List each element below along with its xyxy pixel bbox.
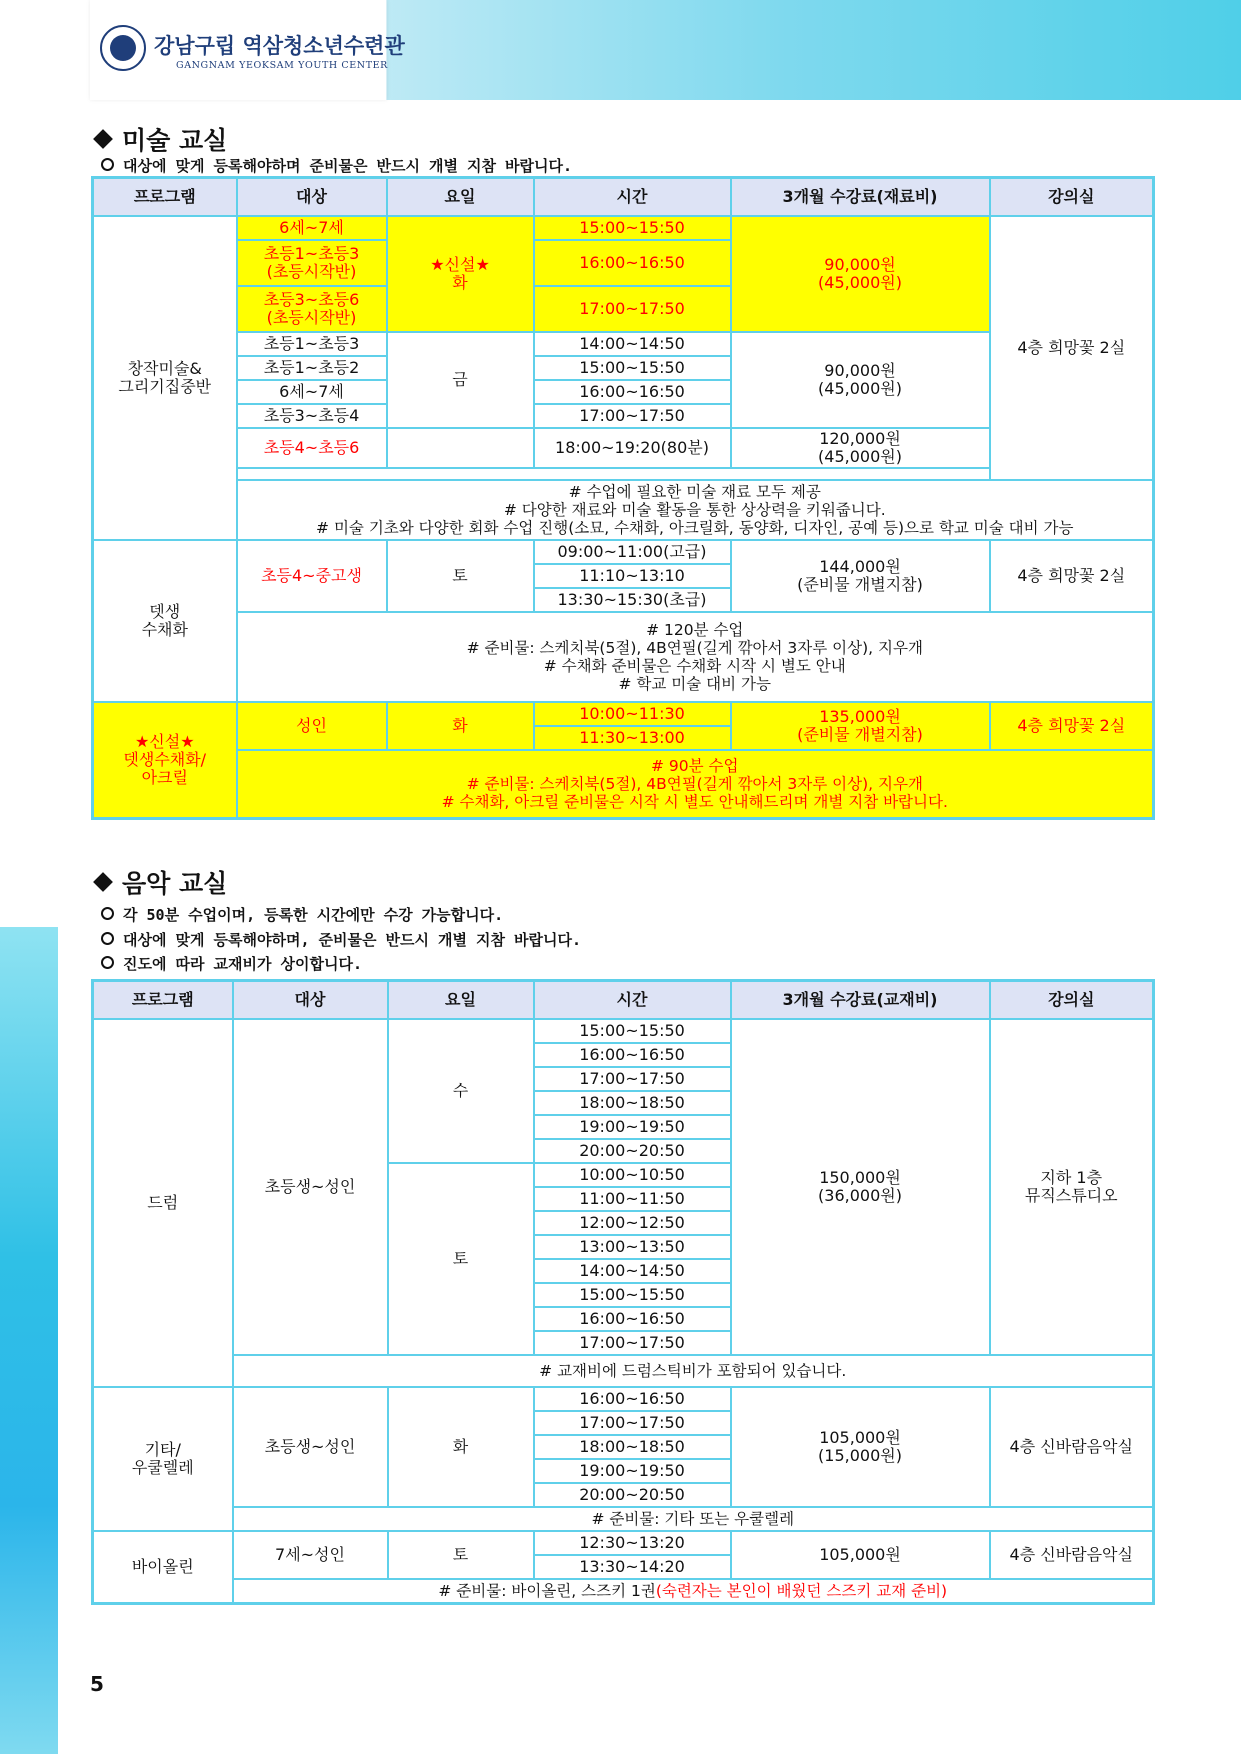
- program-name: 드럼: [93, 1019, 233, 1387]
- program-name: 뎃생 수채화: [93, 540, 237, 702]
- time-cell: 19:00~19:50: [534, 1115, 731, 1139]
- target-cell: 초등1~초등3 (초등시작반): [237, 240, 387, 286]
- music-table: [91, 979, 1155, 1605]
- time-cell: 17:00~17:50: [534, 286, 731, 332]
- circle-bullet-icon: [101, 158, 114, 171]
- target-cell: 6세~7세: [237, 216, 387, 240]
- target-cell: 초등4~초등6: [237, 428, 387, 468]
- time-cell: 19:00~19:50: [534, 1459, 731, 1483]
- music-note: 진도에 따라 교재비가 상이합니다.: [101, 953, 362, 974]
- col-header: 3개월 수강료(재료비): [731, 178, 990, 217]
- memo-cell: # 수업에 필요한 미술 재료 모두 제공 # 다양한 재료와 미술 활동을 통한 상상력을 키워줍니다. # 미술 기초와 다양한 회화 수업 진행(소묘, 수채화, 아크릴화, 동양화, 디자인, 공예 등)으로 학교 미술 대비 가능: [237, 480, 1154, 540]
- table-row: [93, 1531, 1154, 1555]
- memo-cell: # 준비물: 기타 또는 우쿨렐레: [233, 1507, 1154, 1531]
- fee-cell: 120,000원 (45,000원): [731, 428, 990, 468]
- org-name-en: GANGNAM YEOKSAM YOUTH CENTER: [176, 60, 388, 71]
- day-cell: [387, 428, 534, 468]
- day-cell: 토: [387, 540, 534, 612]
- time-cell: 16:00~16:50: [534, 380, 731, 404]
- time-cell: 18:00~18:50: [534, 1091, 731, 1115]
- page-number: 5: [90, 1672, 104, 1696]
- table-row: [93, 1019, 1154, 1043]
- time-cell: 12:30~13:20: [534, 1531, 731, 1555]
- table-row: [93, 1355, 1154, 1387]
- table-row: [93, 750, 1154, 818]
- memo-cell: # 90분 수업 # 준비물: 스케치북(5절), 4B연필(길게 깎아서 3자루 이상), 지우개 # 수채화, 아크릴 준비물은 시작 시 별도 안내해드리며 개별 지참 바랍니다.: [237, 750, 1154, 818]
- table-row: [93, 216, 1154, 240]
- fee-cell: 90,000원 (45,000원): [731, 216, 990, 332]
- memo-cell: # 교재비에 드럼스틱비가 포함되어 있습니다.: [233, 1355, 1154, 1387]
- fee-cell: 144,000원 (준비물 개별지참): [731, 540, 990, 612]
- time-cell: 17:00~17:50: [534, 1067, 731, 1091]
- time-cell: 12:00~12:50: [534, 1211, 731, 1235]
- time-cell: 13:30~14:20: [534, 1555, 731, 1579]
- music-note: 각 50분 수업이며, 등록한 시간에만 수강 가능합니다.: [101, 904, 503, 925]
- col-header: 강의실: [990, 178, 1154, 217]
- time-cell: 20:00~20:50: [534, 1483, 731, 1507]
- time-cell: 13:00~13:50: [534, 1235, 731, 1259]
- music-section-title: 음악 교실: [96, 864, 227, 900]
- spacer-cell: [237, 468, 990, 480]
- time-cell: 15:00~15:50: [534, 216, 731, 240]
- memo-cell: # 120분 수업 # 준비물: 스케치북(5절), 4B연필(길게 깎아서 3자루 이상), 지우개 # 수채화 준비물은 수채화 시작 시 별도 안내 # 학교 미술 대비 가능: [237, 612, 1154, 702]
- table-row: [93, 1507, 1154, 1531]
- fee-cell: 135,000원 (준비물 개별지참): [731, 702, 990, 750]
- time-cell: 18:00~18:50: [534, 1435, 731, 1459]
- time-cell: 11:30~13:00: [534, 726, 731, 750]
- art-note: 대상에 맞게 등록해야하며 준비물은 반드시 개별 지참 바랍니다.: [101, 155, 572, 176]
- day-cell: 토: [388, 1163, 534, 1355]
- table-row: [93, 1579, 1154, 1603]
- day-cell: ★신설★ 화: [387, 216, 534, 332]
- art-section-title: 미술 교실: [96, 121, 227, 157]
- col-header: 대상: [237, 178, 387, 217]
- col-header: 요일: [388, 981, 534, 1020]
- col-header: 요일: [387, 178, 534, 217]
- target-cell: 초등1~초등3: [237, 332, 387, 356]
- time-cell: 13:30~15:30(초급): [534, 588, 731, 612]
- day-cell: 화: [387, 702, 534, 750]
- day-cell: 화: [388, 1387, 534, 1507]
- program-name: 기타/ 우쿨렐레: [93, 1387, 233, 1531]
- time-cell: 10:00~10:50: [534, 1163, 731, 1187]
- diamond-icon: [93, 872, 113, 892]
- time-cell: 11:00~11:50: [534, 1187, 731, 1211]
- table-row: [93, 1387, 1154, 1411]
- table-row: [93, 480, 1154, 540]
- room-cell: 지하 1층 뮤직스튜디오: [990, 1019, 1154, 1355]
- room-cell: 4층 희망꽃 2실: [990, 702, 1154, 750]
- room-cell: 4층 희망꽃 2실: [990, 216, 1154, 480]
- time-cell: 09:00~11:00(고급): [534, 540, 731, 564]
- time-cell: 20:00~20:50: [534, 1139, 731, 1163]
- art-table: [91, 176, 1155, 820]
- target-cell: 초등1~초등2: [237, 356, 387, 380]
- diamond-icon: [93, 129, 113, 149]
- program-name: 바이올린: [93, 1531, 233, 1603]
- col-header: 시간: [534, 981, 731, 1020]
- target-cell: 6세~7세: [237, 380, 387, 404]
- target-cell: 초등4~중고생: [237, 540, 387, 612]
- time-cell: 17:00~17:50: [534, 1411, 731, 1435]
- table-header-row: [93, 178, 1154, 217]
- time-cell: 14:00~14:50: [534, 332, 731, 356]
- program-name: ★신설★ 뎃생수채화/ 아크릴: [93, 702, 237, 818]
- program-name: 창작미술& 그리기집중반: [93, 216, 237, 540]
- fee-cell: 105,000원 (15,000원): [731, 1387, 990, 1507]
- time-cell: 15:00~15:50: [534, 1019, 731, 1043]
- fee-cell: 90,000원 (45,000원): [731, 332, 990, 428]
- circle-bullet-icon: [101, 907, 114, 920]
- target-cell: 초등생~성인: [233, 1019, 388, 1355]
- time-cell: 10:00~11:30: [534, 702, 731, 726]
- room-cell: 4층 희망꽃 2실: [990, 540, 1154, 612]
- target-cell: 초등3~초등4: [237, 404, 387, 428]
- target-cell: 초등3~초등6 (초등시작반): [237, 286, 387, 332]
- fee-cell: 105,000원: [731, 1531, 990, 1579]
- col-header: 시간: [534, 178, 731, 217]
- target-cell: 초등생~성인: [233, 1387, 388, 1507]
- day-cell: 수: [388, 1019, 534, 1163]
- table-row: [93, 612, 1154, 702]
- col-header: 강의실: [990, 981, 1154, 1020]
- memo-cell: # 준비물: 바이올린, 스즈키 1권(숙련자는 본인이 배웠던 스즈키 교재 준비): [233, 1579, 1154, 1603]
- day-cell: 토: [388, 1531, 534, 1579]
- target-cell: 성인: [237, 702, 387, 750]
- time-cell: 15:00~15:50: [534, 1283, 731, 1307]
- col-header: 프로그램: [93, 178, 237, 217]
- room-cell: 4층 신바람음악실: [990, 1387, 1154, 1507]
- time-cell: 17:00~17:50: [534, 404, 731, 428]
- music-note: 대상에 맞게 등록해야하며, 준비물은 반드시 개별 지참 바랍니다.: [101, 929, 581, 950]
- time-cell: 15:00~15:50: [534, 356, 731, 380]
- logo-seal-icon: [100, 25, 146, 71]
- fee-cell: 150,000원 (36,000원): [731, 1019, 990, 1355]
- table-row: [93, 702, 1154, 726]
- time-cell: 11:10~13:10: [534, 564, 731, 588]
- circle-bullet-icon: [101, 956, 114, 969]
- col-header: 대상: [233, 981, 388, 1020]
- time-cell: 18:00~19:20(80분): [534, 428, 731, 468]
- side-decoration: [0, 927, 58, 1754]
- day-cell: 금: [387, 332, 534, 428]
- org-name: 강남구립 역삼청소년수련관: [154, 33, 405, 58]
- circle-bullet-icon: [101, 932, 114, 945]
- col-header: 3개월 수강료(교재비): [731, 981, 990, 1020]
- table-row: [93, 540, 1154, 564]
- time-cell: 17:00~17:50: [534, 1331, 731, 1355]
- target-cell: 7세~성인: [233, 1531, 388, 1579]
- col-header: 프로그램: [93, 981, 233, 1020]
- time-cell: 16:00~16:50: [534, 1307, 731, 1331]
- time-cell: 16:00~16:50: [534, 240, 731, 286]
- time-cell: 16:00~16:50: [534, 1387, 731, 1411]
- time-cell: 16:00~16:50: [534, 1043, 731, 1067]
- room-cell: 4층 신바람음악실: [990, 1531, 1154, 1579]
- table-header-row: [93, 981, 1154, 1020]
- time-cell: 14:00~14:50: [534, 1259, 731, 1283]
